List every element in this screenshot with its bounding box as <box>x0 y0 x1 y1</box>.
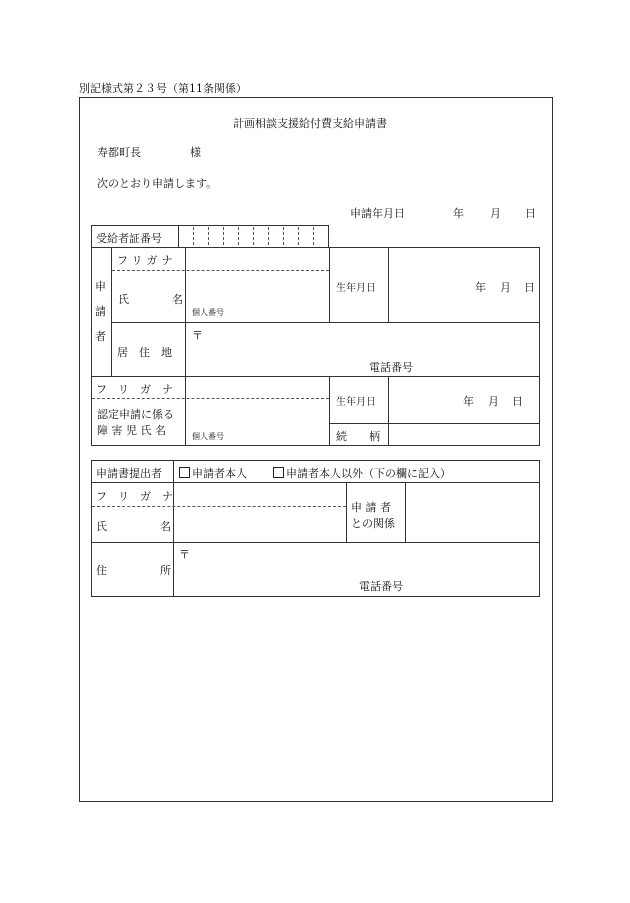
applicant-birth-label: 生年月日 <box>336 283 376 294</box>
checkbox-other[interactable] <box>273 467 284 478</box>
option-other-label: 申請者本人以外（下の欄に記入） <box>286 467 451 480</box>
child-birth-field[interactable] <box>390 378 460 422</box>
submitter-label: 申請書提出者 <box>96 467 162 480</box>
submitter-name-label-1: 氏 <box>96 520 107 533</box>
submitter-postal-mark: 〒 <box>179 548 190 561</box>
applicant-address-label: 居 住 地 <box>117 346 172 359</box>
submitter-furigana-field[interactable] <box>176 484 344 505</box>
submitter-relation-field[interactable] <box>407 484 538 540</box>
submitter-name-label-2: 名 <box>160 520 171 533</box>
child-birth-day: 日 <box>512 395 523 408</box>
child-relation-field[interactable] <box>390 425 538 444</box>
child-furigana-field[interactable] <box>187 378 327 398</box>
applicant-name-field[interactable] <box>187 272 327 302</box>
form-frame <box>79 97 553 802</box>
applicant-birth-month: 月 <box>500 281 511 294</box>
date-month: 月 <box>490 207 501 220</box>
submitter-address-field[interactable] <box>192 545 532 575</box>
option-self-label: 申請者本人 <box>192 467 247 480</box>
child-birth-label: 生年月日 <box>336 397 376 408</box>
submitter-address-label-2: 所 <box>160 564 171 577</box>
intro-text: 次のとおり申請します。 <box>97 177 218 190</box>
form-number: 別記様式第２３号（第11条関係） <box>79 82 247 95</box>
child-name-field[interactable] <box>187 400 327 426</box>
submitter-name-field[interactable] <box>176 508 344 540</box>
cert-number-field[interactable] <box>180 226 328 246</box>
applicant-birth-field[interactable] <box>390 249 470 321</box>
child-relation-label: 続 柄 <box>336 430 380 443</box>
applicant-furigana-field[interactable] <box>187 249 327 269</box>
child-furigana-label: フ リ ガ ナ <box>96 383 173 396</box>
submitter-option-self[interactable] <box>179 465 247 481</box>
applicant-section-label-2: 請 <box>95 305 106 318</box>
submitter-relation-label-2: との関係 <box>351 517 395 530</box>
honorific: 様 <box>190 146 201 159</box>
child-name-label-2: 障 害 児 氏 名 <box>97 424 166 437</box>
date-day: 日 <box>525 207 536 220</box>
applicant-name-label-1: 氏 <box>118 293 129 306</box>
applicant-section-label-1: 申 <box>95 280 106 293</box>
applicant-postal-mark: 〒 <box>192 329 203 342</box>
date-label: 申請年月日 <box>350 207 405 220</box>
submitter-phone-label: 電話番号 <box>359 580 403 593</box>
submitter-furigana-label: フ リ ガ ナ <box>96 490 173 503</box>
date-year: 年 <box>453 207 464 220</box>
applicant-birth-year: 年 <box>475 281 486 294</box>
applicant-furigana-label: フリガナ <box>117 254 177 267</box>
applicant-name-label-2: 名 <box>172 293 183 306</box>
applicant-mynumber-label: 個人番号 <box>192 308 224 317</box>
applicant-address-field[interactable] <box>205 326 535 356</box>
form-title: 計画相談支援給付費支給申請書 <box>233 117 387 130</box>
child-mynumber-label: 個人番号 <box>192 432 224 441</box>
applicant-birth-day: 日 <box>524 281 535 294</box>
child-name-label-1: 認定申請に係る <box>97 408 174 421</box>
applicant-phone-label: 電話番号 <box>369 361 413 374</box>
addressee: 寿都町長 <box>97 146 141 159</box>
submitter-relation-label-1: 申 請 者 <box>351 501 391 514</box>
cert-number-label: 受給者証番号 <box>96 232 162 245</box>
checkbox-self[interactable] <box>179 467 190 478</box>
child-birth-month: 月 <box>488 395 499 408</box>
child-birth-year: 年 <box>463 395 474 408</box>
submitter-option-other[interactable] <box>273 465 451 481</box>
applicant-section-label-3: 者 <box>95 330 106 343</box>
submitter-address-label-1: 住 <box>96 564 107 577</box>
